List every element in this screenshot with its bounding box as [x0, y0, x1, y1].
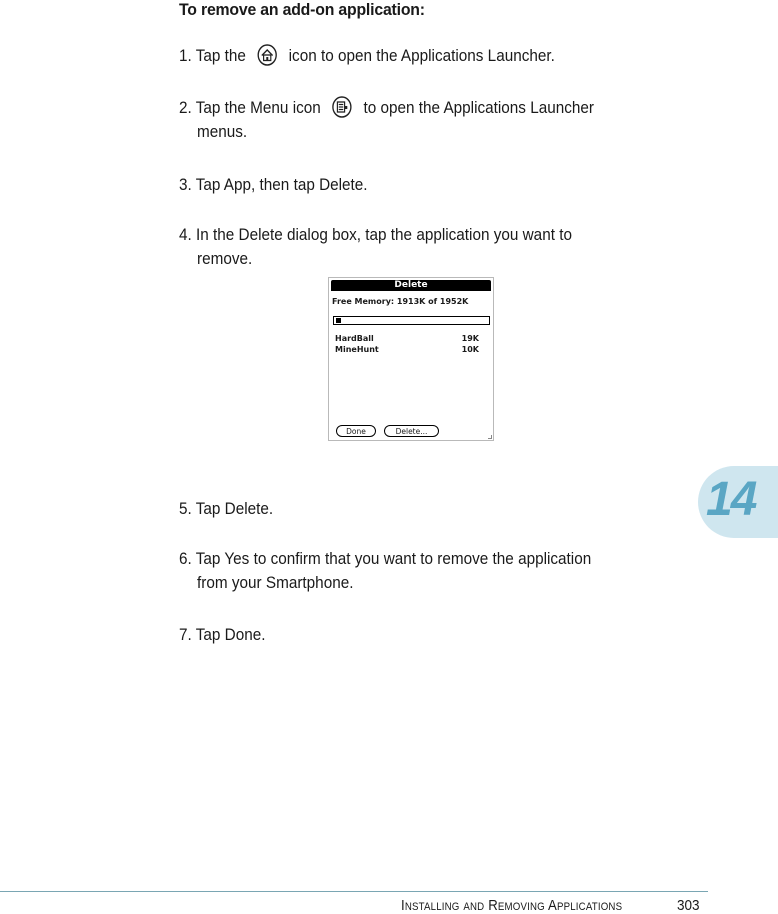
app-name-hardball[interactable]: HardBall: [335, 334, 374, 343]
footer-w1-rest: NSTALLING: [404, 901, 460, 913]
menu-icon: [332, 96, 352, 118]
app-size-hardball: 19K: [461, 334, 479, 343]
step-7: 7. Tap Done.: [179, 625, 266, 644]
footer-w4-rest: PPLICATIONS: [556, 901, 623, 913]
home-icon: [257, 44, 277, 66]
step-1-text-before: 1. Tap the: [179, 46, 246, 65]
free-memory-label: Free Memory: 1913K of 1952K: [332, 297, 469, 306]
delete-dialog-screenshot: [328, 277, 494, 441]
step-6: [179, 547, 591, 595]
section-heading: To remove an add-on application:: [179, 0, 425, 19]
memory-bar-fill: [336, 318, 341, 323]
footer-w1-cap: I: [401, 897, 405, 914]
step-2-continuation: menus.: [197, 122, 248, 141]
footer-rule: [0, 891, 708, 892]
step-1: [179, 44, 555, 68]
step-6-text: 6. Tap Yes to confirm that you want to remove the application: [179, 549, 592, 568]
step-1-text-after: icon to open the Applications Launcher.: [288, 46, 555, 65]
running-footer: [401, 897, 622, 914]
chapter-number: 14: [706, 473, 756, 526]
delete-button[interactable]: Delete...: [384, 425, 439, 437]
step-3: 3. Tap App, then tap Delete.: [179, 175, 368, 194]
step-4-text: 4. In the Delete dialog box, tap the application you want to: [179, 225, 572, 244]
step-2-text-after: to open the Applications Launcher: [363, 98, 595, 117]
app-size-minehunt: 10K: [461, 345, 479, 354]
step-2-text-before: 2. Tap the Menu icon: [179, 98, 321, 117]
memory-bar: [333, 316, 490, 325]
page-number: 303: [677, 897, 700, 914]
resize-corner: [488, 435, 492, 439]
step-6-continuation: from your Smartphone.: [197, 573, 354, 592]
footer-w4-cap: A: [547, 897, 557, 914]
step-5: 5. Tap Delete.: [179, 499, 274, 518]
footer-w3-cap: R: [488, 897, 498, 914]
done-button[interactable]: Done: [336, 425, 376, 437]
step-4: [179, 223, 572, 271]
step-2: [179, 96, 594, 144]
dialog-title: Delete: [331, 280, 491, 291]
step-4-continuation: remove.: [197, 249, 253, 268]
footer-w3-rest: EMOVING: [497, 901, 545, 913]
footer-w2: AND: [463, 901, 485, 913]
app-name-minehunt[interactable]: MineHunt: [335, 345, 379, 354]
